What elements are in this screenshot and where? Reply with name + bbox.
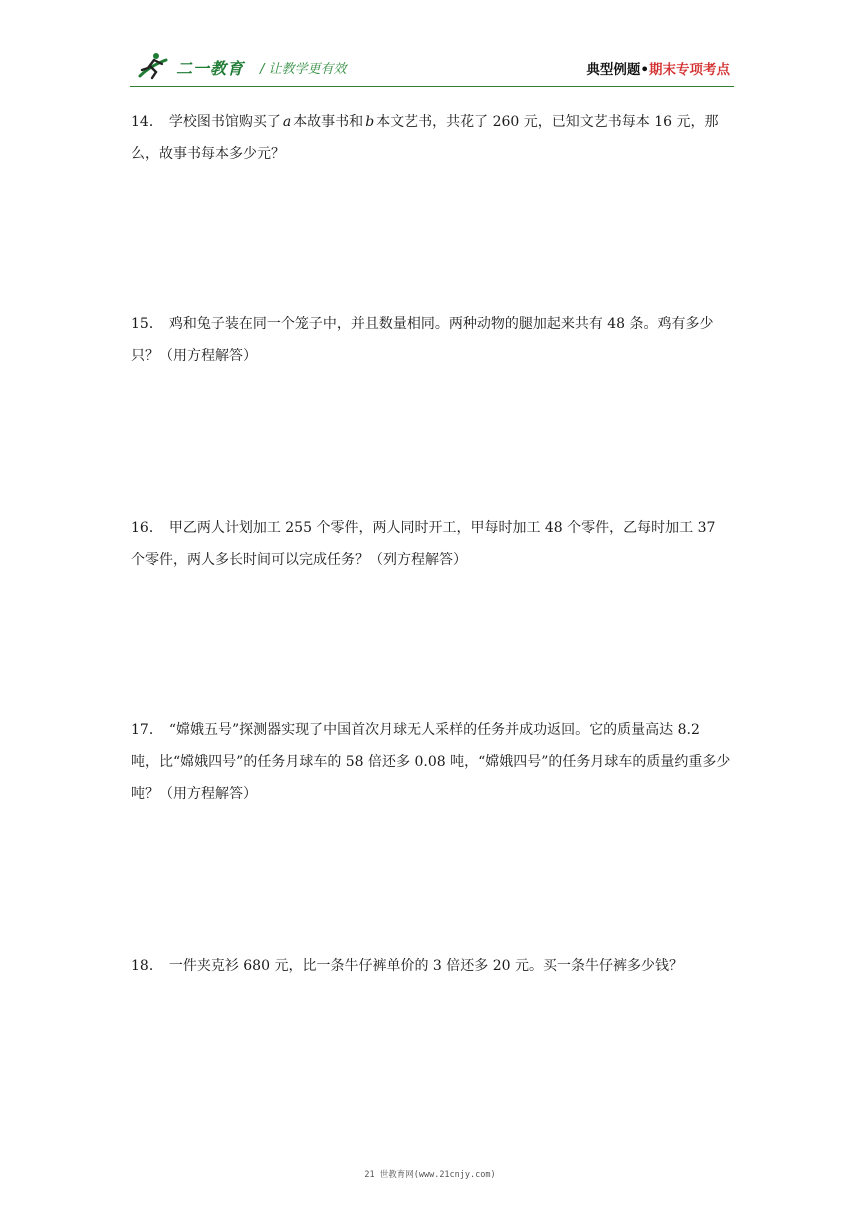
variable-a: a: [282, 114, 292, 130]
question-18: [131, 950, 731, 982]
question-number: 14．: [131, 114, 163, 130]
page-footer: 21 世教育网(www.21cnjy.com): [364, 1170, 496, 1180]
variable-b: b: [365, 114, 375, 130]
header-category-part2: 期末专项考点: [649, 62, 730, 78]
question-15: [131, 308, 731, 372]
header-category: [586, 58, 730, 78]
runner-logo-icon: [136, 50, 176, 80]
logo-slogan: / 让教学更有效: [260, 62, 347, 77]
question-text-part: 本故事书和: [293, 114, 364, 130]
question-text: 鸡和兔子装在同一个笼子中，并且数量相同。两种动物的腿加起来共有 48 条。鸡有多少只？（用方程解答）: [131, 316, 714, 364]
question-number: 17．: [131, 722, 163, 738]
question-16: [131, 512, 731, 576]
question-14: [131, 106, 731, 170]
question-text-part: 学校图书馆购买了: [168, 114, 281, 130]
question-number: 16．: [131, 520, 163, 536]
logo: [136, 50, 376, 80]
header-category-part1: 典型例题•: [586, 62, 649, 78]
question-number: 18．: [131, 958, 163, 974]
logo-text: 二一教育: [176, 59, 245, 78]
question-17: [131, 714, 731, 810]
question-text: “嫦娥五号”探测器实现了中国首次月球无人采样的任务并成功返回。它的质量高达 8.2 吨，比“嫦娥四号”的任务月球车的 58 倍还多 0.08 吨，“嫦娥四号”的任务月球车的质量约重多少吨？（用方程解答）: [131, 722, 731, 802]
question-text-part: 本文艺书，共花了 260 元，已知文艺书每本 16 元，那么，故事书每本多少元？: [131, 114, 719, 162]
question-number: 15．: [131, 316, 163, 332]
question-text: 一件夹克衫 680 元，比一条牛仔裤单价的 3 倍还多 20 元。买一条牛仔裤多少钱？: [168, 958, 683, 974]
page-header: [130, 46, 734, 87]
question-text: 甲乙两人计划加工 255 个零件，两人同时开工，甲每时加工 48 个零件，乙每时加工 37 个零件，两人多长时间可以完成任务？（列方程解答）: [131, 520, 716, 568]
